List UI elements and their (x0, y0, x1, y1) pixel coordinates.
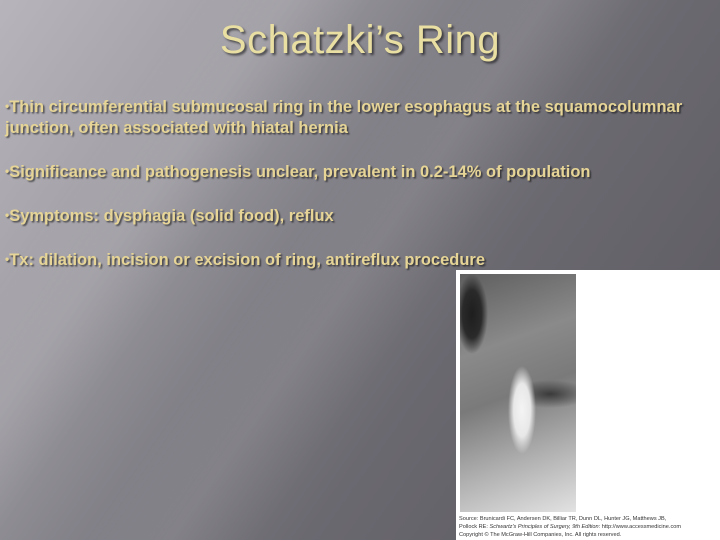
figure-caption (459, 515, 720, 539)
bullet-item (5, 249, 715, 271)
caption-source: Source: Brunicardi FC, Andersen DK, Billiar TR, Dunn DL, Hunter JG, Matthews JB, (459, 516, 667, 522)
bullet-text: Symptoms: dysphagia (solid food), reflux (9, 207, 334, 225)
slide-title: Schatzki’s Ring (219, 18, 501, 62)
bullet-text: Significance and pathogenesis unclear, prevalent in 0.2-14% of population (9, 163, 591, 181)
bullet-item (5, 205, 715, 227)
bullet-icon: • (5, 208, 10, 222)
caption-copyright: Copyright © The McGraw-Hill Companies, Inc. All rights reserved. (459, 532, 622, 538)
bullet-item (5, 96, 715, 139)
xray-image (460, 274, 576, 512)
bullet-icon: • (5, 99, 10, 113)
bullet-text: Thin circumferential submucosal ring in the lower esophagus at the squamocolumnar junction, often associated with hiatal hernia (5, 98, 683, 137)
caption-reference: Pollock RE: Schwartz's Principles of Surgery, 9th Edition: http://www.accessmedicine.com (459, 524, 682, 530)
bullet-list (5, 96, 715, 293)
bullet-text: Tx: dilation, incision or excision of ring, antireflux procedure (9, 251, 486, 269)
bullet-item (5, 161, 715, 183)
bullet-icon: • (5, 252, 10, 266)
bullet-icon: • (5, 164, 10, 178)
xray-figure (456, 270, 720, 540)
